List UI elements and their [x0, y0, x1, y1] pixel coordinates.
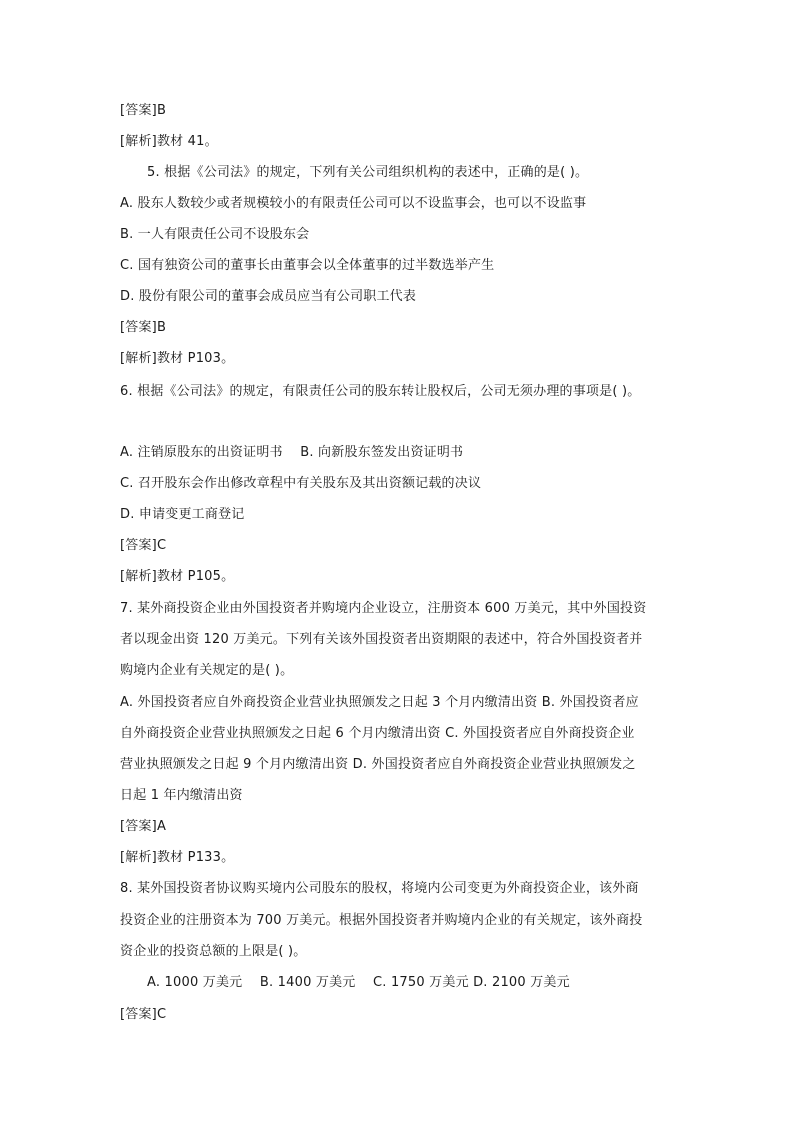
answer-line: [答案]C — [120, 538, 167, 553]
option-a: A. 股东人数较少或者规模较小的有限责任公司可以不设监事会，也可以不设监事 — [120, 196, 587, 211]
options-line-3: 营业执照颁发之日起 9 个月内缴清出资 D. 外国投资者应自外商投资企业营业执照颁发之 — [120, 757, 636, 772]
question-8-options: A. 1000 万美元 B. 1400 万美元 C. 1750 万美元 D. 2100 万美元 — [147, 975, 570, 990]
analysis-line: [解析]教材 P133。 — [120, 850, 235, 865]
option-b: B. 一人有限责任公司不设股东会 — [120, 227, 310, 242]
option-c: C. 国有独资公司的董事长由董事会以全体董事的过半数选举产生 — [120, 258, 495, 273]
question-8-line-3: 资企业的投资总额的上限是( )。 — [120, 944, 307, 959]
options-a-b: A. 注销原股东的出资证明书 B. 向新股东签发出资证明书 — [120, 445, 464, 460]
analysis-line: [解析]教材 P105。 — [120, 569, 235, 584]
answer-line: [答案]B — [120, 103, 167, 118]
option-c: C. 召开股东会作出修改章程中有关股东及其出资额记载的决议 — [120, 476, 482, 491]
answer-line: [答案]B — [120, 320, 167, 335]
analysis-line: [解析]教材 P103。 — [120, 351, 235, 366]
answer-line: [答案]A — [120, 819, 167, 834]
options-line-1: A. 外国投资者应自外商投资企业营业执照颁发之日起 3 个月内缴清出资 B. 外国投资者应 — [120, 695, 639, 710]
question-8-line-1: 8. 某外国投资者协议购买境内公司股东的股权，将境内公司变更为外商投资企业，该外商 — [120, 881, 639, 896]
question-7-line-1: 7. 某外商投资企业由外国投资者并购境内企业设立，注册资本 600 万美元，其中外国投资 — [120, 601, 647, 616]
question-5: 5. 根据《公司法》的规定，下列有关公司组织机构的表述中，正确的是( )。 — [147, 165, 589, 180]
question-8-line-2: 投资企业的注册资本为 700 万美元。根据外国投资者并购境内企业的有关规定，该外商投 — [120, 913, 643, 928]
options-line-2: 自外商投资企业营业执照颁发之日起 6 个月内缴清出资 C. 外国投资者应自外商投资企业 — [120, 726, 635, 741]
options-line-4: 日起 1 年内缴清出资 — [120, 788, 243, 803]
option-d: D. 股份有限公司的董事会成员应当有公司职工代表 — [120, 289, 417, 304]
question-6: 6. 根据《公司法》的规定，有限责任公司的股东转让股权后，公司无须办理的事项是( )。 — [120, 384, 641, 399]
question-7-line-3: 购境内企业有关规定的是( )。 — [120, 663, 294, 678]
question-7-line-2: 者以现金出资 120 万美元。下列有关该外国投资者出资期限的表述中，符合外国投资者并 — [120, 632, 643, 647]
answer-line: [答案]C — [120, 1007, 167, 1022]
option-d: D. 申请变更工商登记 — [120, 507, 245, 522]
analysis-line: [解析]教材 41。 — [120, 134, 218, 149]
